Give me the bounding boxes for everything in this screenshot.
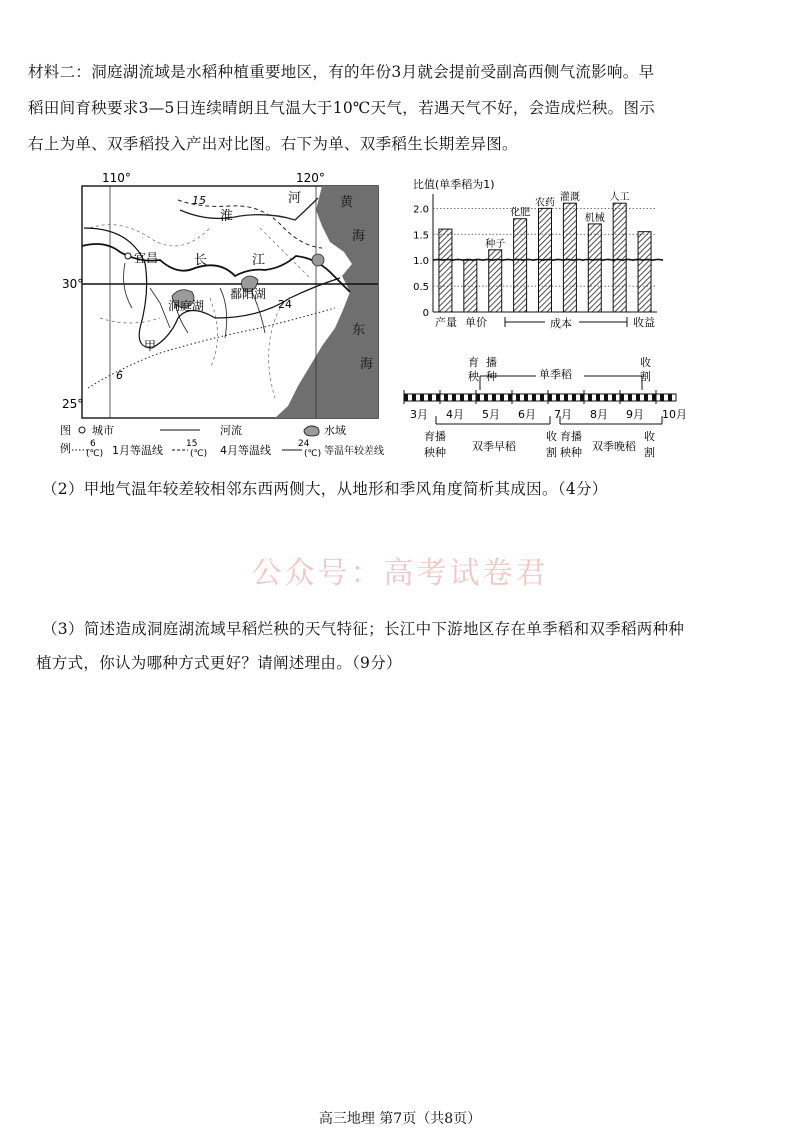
axis-segment — [412, 394, 416, 401]
single-sow-2: 秧 — [468, 370, 479, 383]
lon-label-120: 120° — [296, 171, 325, 185]
axis-segment — [532, 394, 536, 401]
label-jia: 甲 — [144, 339, 157, 353]
axis-segment — [572, 394, 576, 401]
rice-region-map — [60, 168, 390, 468]
taihu-lake — [312, 254, 324, 266]
single-sow-1: 育 — [468, 356, 479, 369]
material-line-3: 右上为单、双季稻投入产出对比图。右下为单、双季稻生长期差异图。 — [28, 135, 518, 153]
axis-segment — [580, 394, 584, 401]
legend-range-value: 24 — [298, 439, 310, 449]
axis-segment — [460, 394, 464, 401]
axis-segment — [516, 394, 520, 401]
month-label: 5月 — [482, 408, 500, 421]
material-line-2: 稻田间育秧要求3—5日连续晴朗且气温大于10℃天气，若遇天气不好，会造成烂秧。图示 — [28, 99, 656, 117]
axis-segment — [500, 394, 504, 401]
single-harvest-1: 收 — [640, 356, 651, 369]
label-dongting: 洞庭湖 — [168, 299, 205, 313]
bar — [638, 232, 651, 312]
axis-segment — [652, 394, 656, 401]
month-label: 7月 — [554, 408, 572, 421]
axis-segment — [548, 394, 552, 401]
bar-label: 灌溉 — [559, 192, 580, 204]
group-label-yield: 产量 — [435, 316, 457, 329]
month-label: 3月 — [410, 408, 428, 421]
reference-line — [433, 259, 663, 260]
axis-segment — [508, 394, 512, 401]
label-yichang: 宜昌 — [134, 251, 159, 265]
legend-title-1: 图 — [60, 424, 71, 437]
axis-segment — [540, 394, 544, 401]
late-sow-1: 育播 — [560, 430, 582, 443]
early-name: 双季早稻 — [472, 440, 516, 453]
single-name: 单季稻 — [539, 368, 572, 381]
group-label-income: 收益 — [633, 316, 655, 329]
axis-segment — [428, 394, 432, 401]
axis-segment — [644, 394, 648, 401]
legend-water: 水域 — [324, 424, 346, 437]
y-tick-label: 1.0 — [413, 256, 429, 268]
axis-segment — [556, 394, 560, 401]
axis-segment — [404, 394, 408, 401]
axis-segment — [484, 394, 488, 401]
watermark: 公众号：高考试卷君 — [251, 556, 549, 591]
single-plant-2: 种 — [486, 370, 497, 383]
axis-segment — [564, 394, 568, 401]
label-he: 河 — [288, 191, 302, 206]
axis-segment — [476, 394, 480, 401]
axis-segment — [604, 394, 608, 401]
legend-apr-text: 4月等温线 — [220, 444, 271, 457]
axis-segment — [628, 394, 632, 401]
lon-label-110: 110° — [102, 171, 131, 185]
late-sow-2: 秧种 — [560, 446, 582, 459]
month-label: 9月 — [626, 408, 644, 421]
axis-segment — [668, 394, 672, 401]
legend-apr-value: 15 — [186, 439, 198, 449]
bar — [439, 229, 452, 312]
axis-segment — [420, 394, 424, 401]
growth-period-timeline — [400, 354, 690, 472]
city-yichang-marker — [125, 253, 131, 259]
early-sow-1: 育播 — [424, 430, 446, 443]
legend-jan-text: 1月等温线 — [112, 444, 163, 457]
early-harvest-1: 收 — [546, 430, 557, 443]
axis-segment — [620, 394, 624, 401]
bar-label: 机械 — [584, 212, 605, 224]
axis-segment — [660, 394, 664, 401]
axis-segment — [452, 394, 456, 401]
isoline-label-6: 6 — [116, 369, 123, 382]
legend-water-symbol — [304, 426, 319, 436]
label-donghai-1: 东 — [352, 323, 366, 338]
chart-title: 比值(单季稻为1) — [413, 178, 495, 191]
late-name: 双季晚稻 — [592, 440, 636, 453]
page-footer: 高三地理 第7页（共8页） — [318, 1111, 482, 1127]
month-label: 8月 — [590, 408, 608, 421]
bar — [563, 203, 576, 312]
legend-city-marker — [79, 427, 85, 433]
label-jiang: 江 — [252, 253, 266, 268]
axis-segment — [588, 394, 592, 401]
question-3-line-2: 植方式，你认为哪种方式更好？请阐述理由。（9分） — [36, 654, 402, 672]
legend-range-text: 等温年较差线 — [324, 446, 384, 457]
legend-title-2: 例 — [60, 442, 71, 455]
month-label: 4月 — [446, 408, 464, 421]
input-output-chart — [405, 176, 680, 336]
late-harvest-1: 收 — [644, 430, 655, 443]
early-sow-2: 秧种 — [424, 446, 446, 459]
label-poyang: 鄱阳湖 — [230, 287, 267, 301]
bar-label: 种子 — [485, 238, 506, 250]
isoline-label-15: 15 — [192, 194, 206, 207]
late-harvest-2: 割 — [644, 446, 655, 459]
axis-segment — [436, 394, 440, 401]
group-label-price: 单价 — [465, 316, 487, 329]
legend-river: 河流 — [220, 424, 242, 437]
group-label-cost: 成本 — [550, 317, 572, 330]
legend-apr-unit: (℃) — [190, 449, 208, 459]
label-huai: 淮 — [220, 209, 234, 224]
single-plant-1: 播 — [486, 356, 497, 369]
material-line-1: 材料二：洞庭湖流域是水稻种植重要地区，有的年份3月就会提前受副高西侧气流影响。早 — [28, 63, 655, 81]
y-tick-label: 0.5 — [413, 282, 429, 294]
bar-label: 人工 — [609, 192, 630, 204]
bar — [588, 224, 601, 312]
label-huanghai-1: 黄 — [340, 195, 354, 210]
lat-label-25: 25° — [62, 397, 84, 411]
label-chang: 长 — [194, 253, 208, 268]
bar — [464, 260, 477, 312]
legend-city: 城市 — [92, 424, 114, 437]
axis-segment — [444, 394, 448, 401]
bar-label: 化肥 — [510, 207, 531, 219]
early-harvest-2: 割 — [546, 446, 557, 459]
single-harvest-2: 割 — [640, 370, 651, 383]
label-donghai-2: 海 — [360, 357, 374, 372]
bar — [514, 219, 527, 312]
axis-segment — [492, 394, 496, 401]
axis-segment — [636, 394, 640, 401]
month-label: 10月 — [662, 408, 687, 421]
bar — [613, 203, 626, 312]
legend-range-unit: (℃) — [304, 449, 322, 459]
lat-label-30: 30° — [62, 277, 84, 291]
y-tick-label: 2.0 — [413, 204, 429, 216]
question-2: （2）甲地气温年较差较相邻东西两侧大，从地形和季风角度简析其成因。（4分） — [42, 480, 608, 498]
y-tick-label: 0 — [422, 308, 429, 319]
axis-segment — [468, 394, 472, 401]
legend-jan-value: 6 — [90, 439, 96, 449]
bar-label: 农药 — [535, 197, 555, 209]
axis-segment — [524, 394, 528, 401]
month-label: 6月 — [518, 408, 536, 421]
axis-segment — [612, 394, 616, 401]
label-huanghai-2: 海 — [352, 229, 366, 244]
isoline-label-24: 24 — [278, 298, 292, 311]
y-tick-label: 1.5 — [413, 230, 429, 242]
legend-jan-unit: (℃) — [86, 449, 104, 459]
question-3-line-1: （3）简述造成洞庭湖流域早稻烂秧的天气特征；长江中下游地区存在单季稻和双季稻两种种 — [42, 620, 685, 638]
axis-segment — [596, 394, 600, 401]
